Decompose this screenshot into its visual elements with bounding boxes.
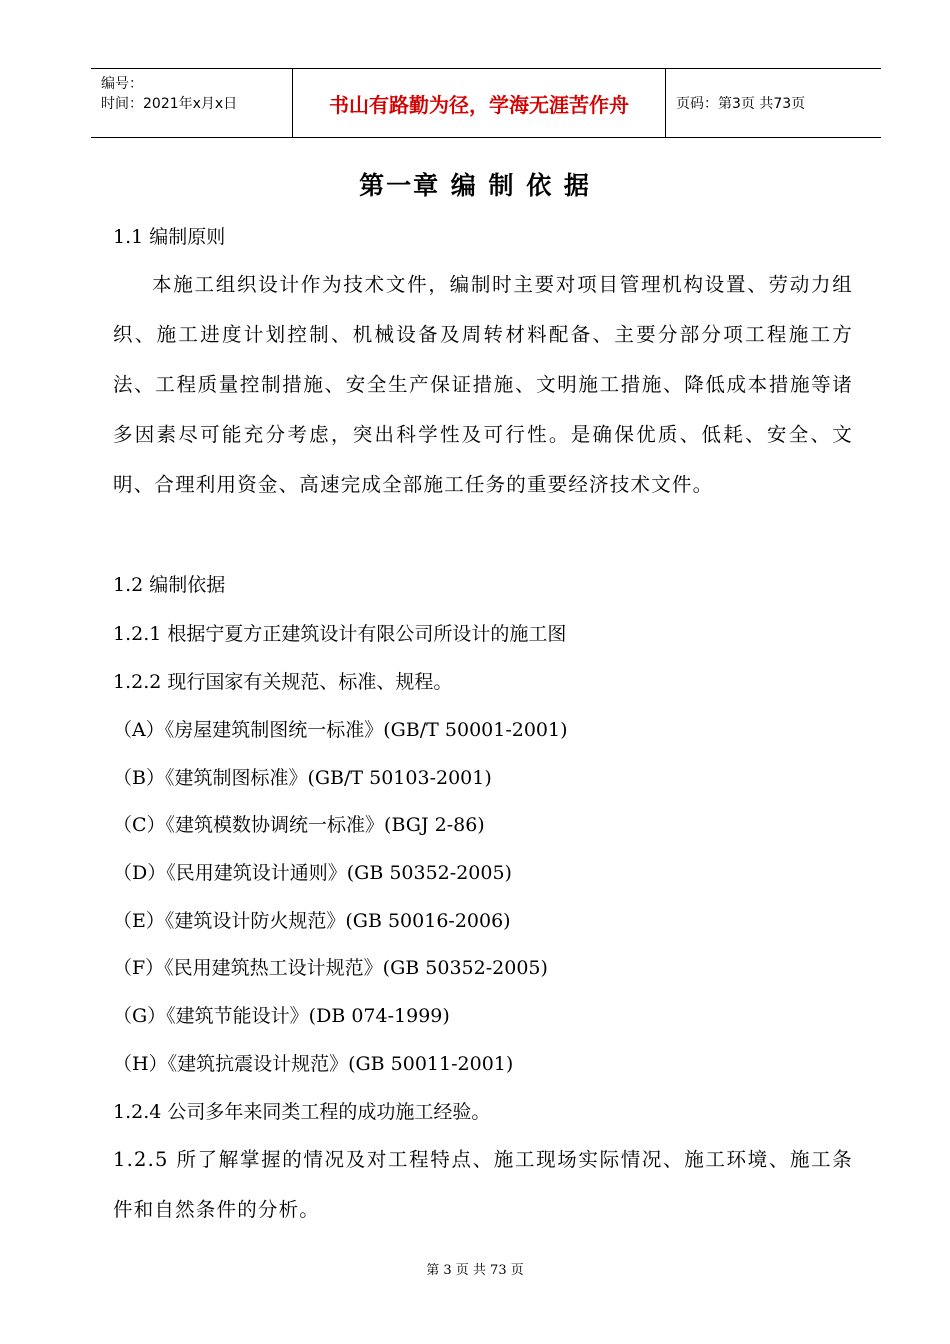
standard-item-b: （B）《建筑制图标准》(GB/T 50103-2001) (113, 767, 492, 789)
header-motto: 书山有路勤为径，学海无涯苦作舟 (293, 69, 666, 137)
section-1-2-2: 1.2.2 现行国家有关规范、标准、规程。 (113, 671, 453, 693)
standard-item-c: （C）《建筑模数协调统一标准》(BGJ 2-86) (113, 814, 485, 836)
standard-item-a: （A）《房屋建筑制图统一标准》(GB/T 50001-2001) (113, 719, 568, 741)
section-1-2-5: 1.2.5 所了解掌握的情况及对工程特点、施工现场实际情况、施工环境、施工条件和自然条件的分析。 (113, 1148, 853, 1221)
standard-item-h: （H）《建筑抗震设计规范》(GB 50011-2001) (113, 1053, 514, 1075)
time-label: 时间：2021年x月x日 (101, 96, 238, 112)
section-1-2-1: 1.2.1 根据宁夏方正建筑设计有限公司所设计的施工图 (113, 623, 567, 645)
standard-item-g: （G）《建筑节能设计》(DB 074-1999) (113, 1005, 450, 1027)
standard-item-f: （F）《民用建筑热工设计规范》(GB 50352-2005) (113, 957, 548, 979)
page-footer: 第 3 页 共 73 页 (426, 1263, 524, 1278)
standard-item-e: （E）《建筑设计防火规范》(GB 50016-2006) (113, 910, 511, 932)
section-heading-1-2: 1.2 编制依据 (113, 574, 226, 596)
number-label: 编号： (101, 76, 143, 92)
page-header (91, 68, 881, 138)
standard-item-d: （D）《民用建筑设计通则》(GB 50352-2005) (113, 862, 512, 884)
section-heading-1-1: 1.1 编制原则 (113, 226, 226, 248)
header-page-info: 页码：第3页 共73页 (676, 96, 806, 112)
chapter-title: 第一章 编 制 依 据 (359, 171, 591, 200)
section-1-1-body: 本施工组织设计作为技术文件，编制时主要对项目管理机构设置、劳动力组织、施工进度计划控制、机械设备及周转材料配备、主要分部分项工程施工方法、工程质量控制措施、安全生产保证措施、文明施工措施、降低成本措施等诸多因素尽可能充分考虑，突出科学性及可行性。是确保优质、低耗、安全、文明、合理利用资金、高速完成全部施工任务的重要经济技术文件。 (113, 273, 853, 496)
header-meta (91, 69, 293, 137)
section-1-2-4: 1.2.4 公司多年来同类工程的成功施工经验。 (113, 1101, 491, 1123)
